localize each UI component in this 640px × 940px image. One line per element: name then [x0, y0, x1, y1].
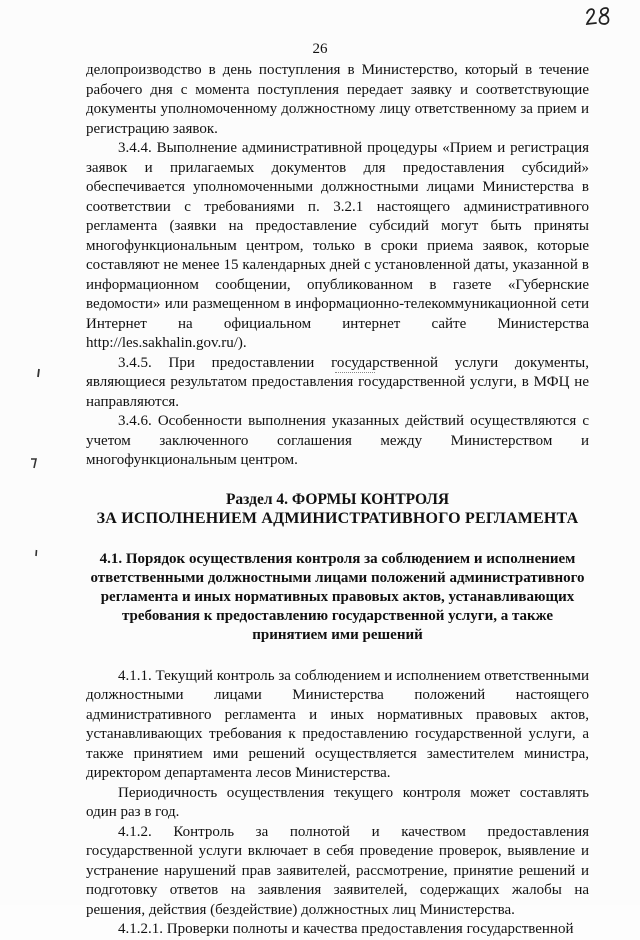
paragraph-3-4-5: 3.4.5. При предоставлении государственной услуги документы, являющиеся результатом предоставления государственной услуги, в МФЦ не направляются. — [86, 354, 589, 410]
paragraph-4-1-2-1: 4.1.2.1. Проверки полноты и качества предоставления государственной — [118, 921, 574, 937]
handwritten-page-number — [584, 4, 614, 28]
document-body — [86, 61, 589, 940]
section-heading — [86, 490, 589, 528]
paragraph-intro: делопроизводство в день поступления в Министерство, который в течение рабочего дня с момента поступления передает заявку и соответствующие документы уполномоченному должностному лицу ответственному за прием и регистрацию заявок. — [86, 62, 589, 137]
paragraph-3-4-4: 3.4.4. Выполнение административной процедуры «Прием и регистрация заявок и прилагаемых документов для предоставления субсидий» обеспечивается уполномоченными должностными лицами Министерства в соответствии с требованиями п. 3.2.1 настоящего административного регламента (заявки на предоставление субсидий могут быть приняты многофункциональным центром, только в сроки приема заявок, которые составляют не менее 15 календарных дней с установленной даты, указанной в информационном сообщении, опубликованном в газете «Губернские ведомости» или размещенном в информационно-телекоммуникационной сети Интернет на официальном интернет сайте Министерства http://les.sakhalin.gov.ru/). — [86, 140, 589, 351]
paragraph-4-1-1: 4.1.1. Текущий контроль за соблюдением и исполнением ответственными должностными лицами Министерства положений настоящего административного регламента и иных нормативных правовых актов, устанавливающих требования к предоставлению государственной услуги, а также принятием ими решений осуществляется заместителем министра, директором департамента лесов Министерства. — [86, 667, 589, 781]
paragraph-4-1-2: 4.1.2. Контроль за полнотой и качеством предоставления государственной услуги включает в себя проведение проверок, выявление и устранение нарушений прав заявителей, рассмотрение, принятие решений и подготовку ответов на заявления заявителей, содержащих жалобы на решения, действия (бездействие) должностных лиц Министерства. — [86, 823, 589, 918]
margin-mark — [36, 368, 42, 378]
paragraph-3-4-6: 3.4.6. Особенности выполнения указанных действий осуществляются с учетом заключенного соглашения между Министерством и многофункциональным центром. — [86, 413, 589, 468]
subsection-heading: 4.1. Порядок осуществления контроля за соблюдением и исполнением ответственными должностными лицами положений административного регламента и иных нормативных правовых актов, устанавливающих требования к предоставлению государственной услуги, а также принятием ими решений — [90, 550, 585, 643]
section-heading-line1: Раздел 4. ФОРМЫ КОНТРОЛЯ — [225, 490, 450, 508]
margin-mark — [34, 549, 39, 557]
page-number: 26 — [312, 41, 328, 57]
section-heading-line2: ЗА ИСПОЛНЕНИЕМ АДМИНИСТРАТИВНОГО РЕГЛАМЕНТА — [96, 509, 579, 527]
paragraph-periodicity: Периодичность осуществления текущего контроля может составлять один раз в год. — [86, 784, 589, 820]
margin-mark — [30, 457, 38, 469]
